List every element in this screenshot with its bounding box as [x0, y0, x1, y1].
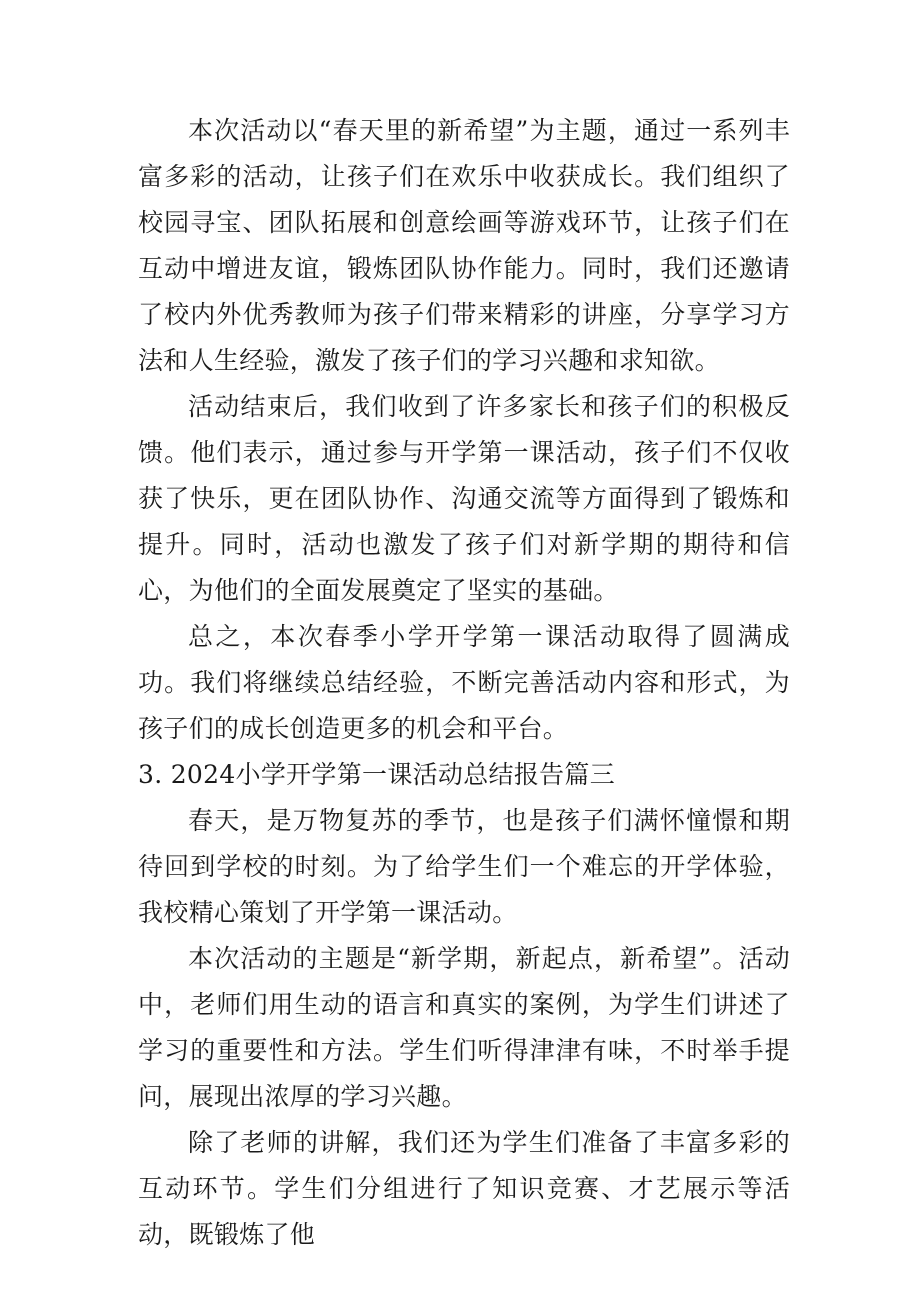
paragraph-conclusion: 总之，本次春季小学开学第一课活动取得了圆满成功。我们将继续总结经验，不断完善活动内容和形式，为孩子们的成长创造更多的机会和平台。 — [138, 622, 790, 743]
section-heading: 3. 2024小学开学第一课活动总结报告篇三 — [138, 760, 616, 789]
paragraph-feedback: 活动结束后，我们收到了许多家长和孩子们的积极反馈。他们表示，通过参与开学第一课活动，孩子们不仅收获了快乐，更在团队协作、沟通交流等方面得到了锻炼和提升。同时，活动也激发了孩子们对新学期的期待和信心，为他们的全面发展奠定了坚实的基础。 — [138, 392, 790, 605]
paragraph-spring-intro: 春天，是万物复苏的季节，也是孩子们满怀憧憬和期待回到学校的时刻。为了给学生们一个难忘的开学体验，我校精心策划了开学第一课活动。 — [138, 806, 790, 927]
document-body — [138, 108, 790, 1258]
paragraph-interactive-sessions: 除了老师的讲解，我们还为学生们准备了丰富多彩的互动环节。学生们分组进行了知识竞赛、才艺展示等活动，既锻炼了他 — [138, 1128, 790, 1249]
paragraph-new-semester-theme: 本次活动的主题是“新学期，新起点，新希望”。活动中，老师们用生动的语言和真实的案例，为学生们讲述了学习的重要性和方法。学生们听得津津有味，不时举手提问，展现出浓厚的学习兴趣。 — [138, 944, 790, 1111]
paragraph-activity-theme: 本次活动以“春天里的新希望”为主题，通过一系列丰富多彩的活动，让孩子们在欢乐中收获成长。我们组织了校园寻宝、团队拓展和创意绘画等游戏环节，让孩子们在互动中增进友谊，锻炼团队协作能力。同时，我们还邀请了校内外优秀教师为孩子们带来精彩的讲座，分享学习方法和人生经验，激发了孩子们的学习兴趣和求知欲。 — [138, 116, 790, 375]
